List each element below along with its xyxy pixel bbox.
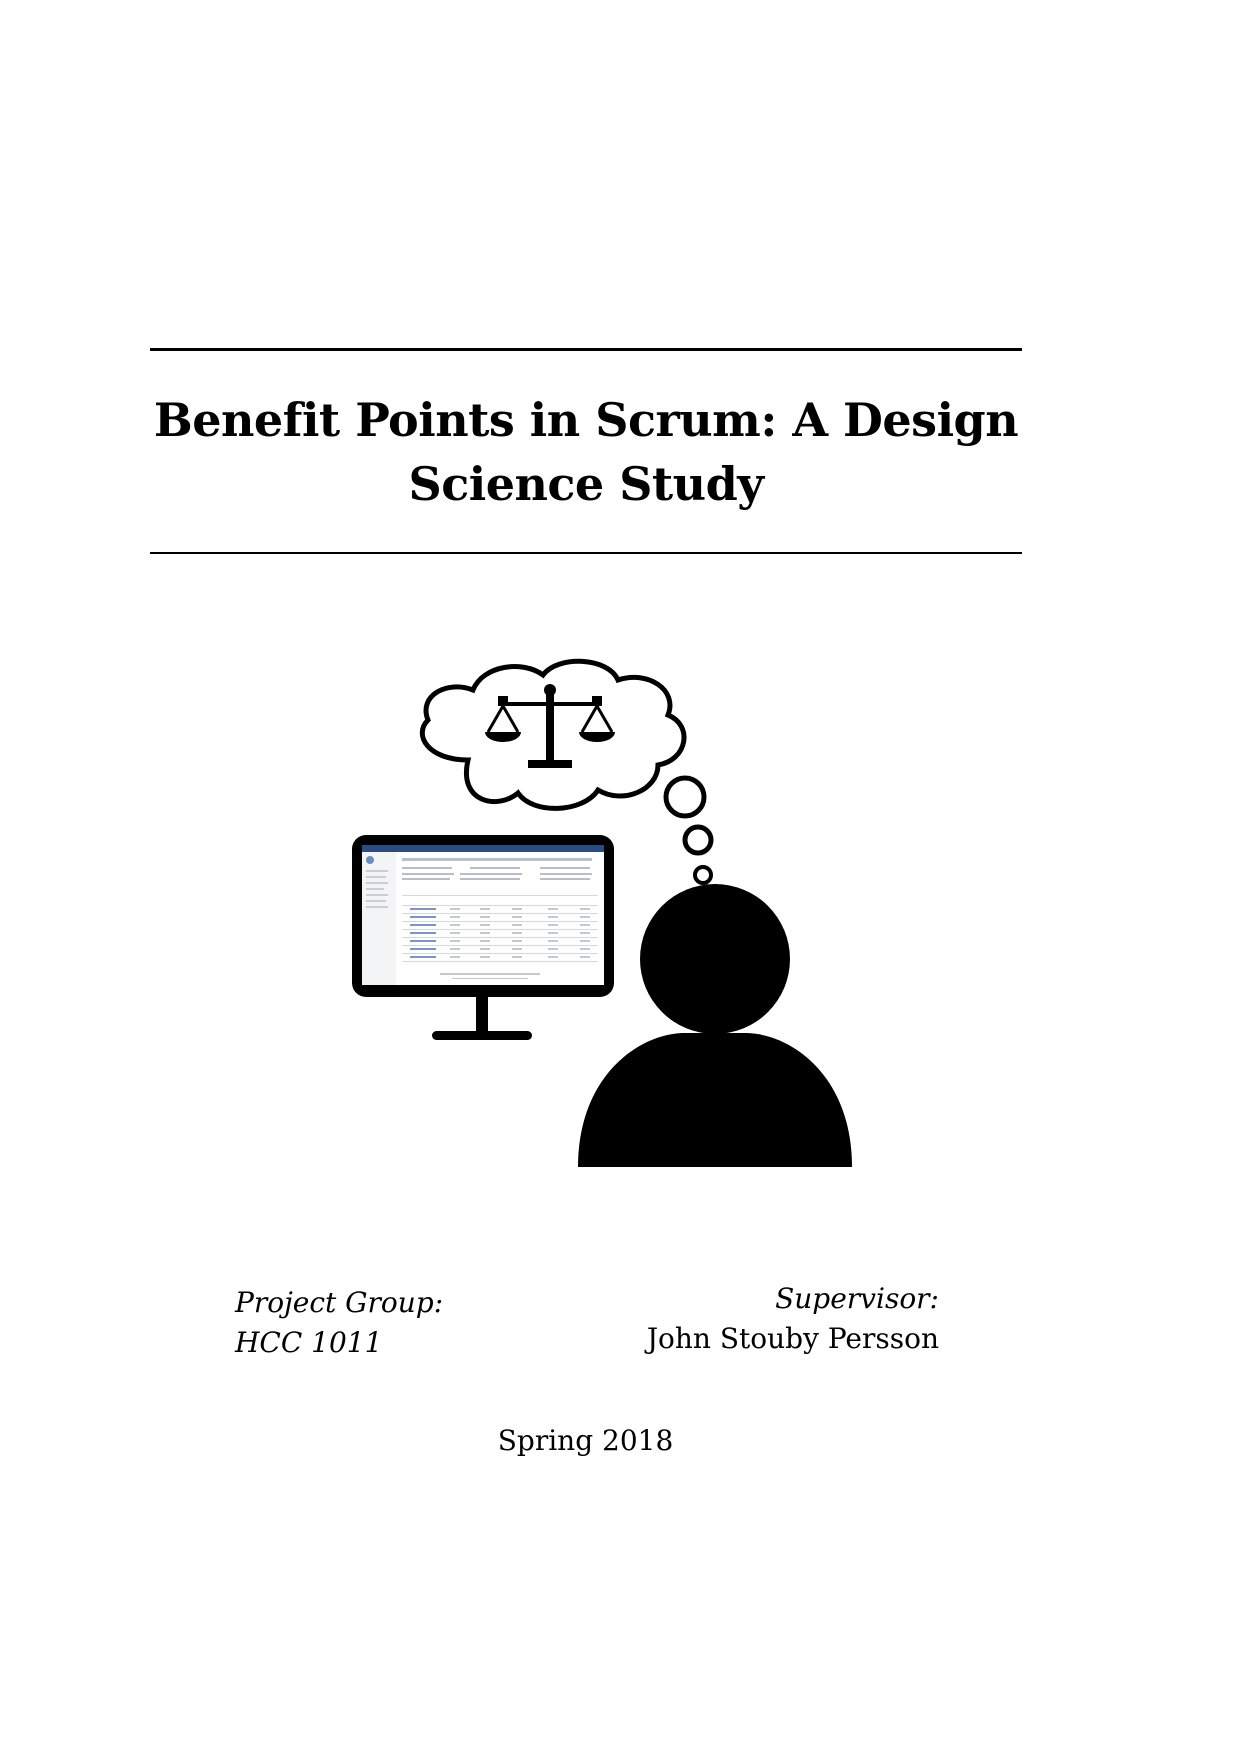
semester-date: Spring 2018 [497,1424,674,1457]
cover-illustration [340,655,860,1175]
project-group-value: HCC 1011 [235,1326,383,1359]
title-rule-top [150,348,1022,351]
supervisor-label: Supervisor: [775,1282,939,1315]
project-group-label: Project Group: [235,1286,444,1319]
title-rule-bottom [150,552,1022,554]
document-title: Benefit Points in Scrum: A Design Science Study [153,393,1019,511]
supervisor [647,1279,939,1359]
computer-monitor-icon [352,835,614,1040]
project-group [235,1283,443,1363]
person-silhouette-icon [578,884,852,1167]
supervisor-name: John Stouby Persson [646,1322,939,1355]
